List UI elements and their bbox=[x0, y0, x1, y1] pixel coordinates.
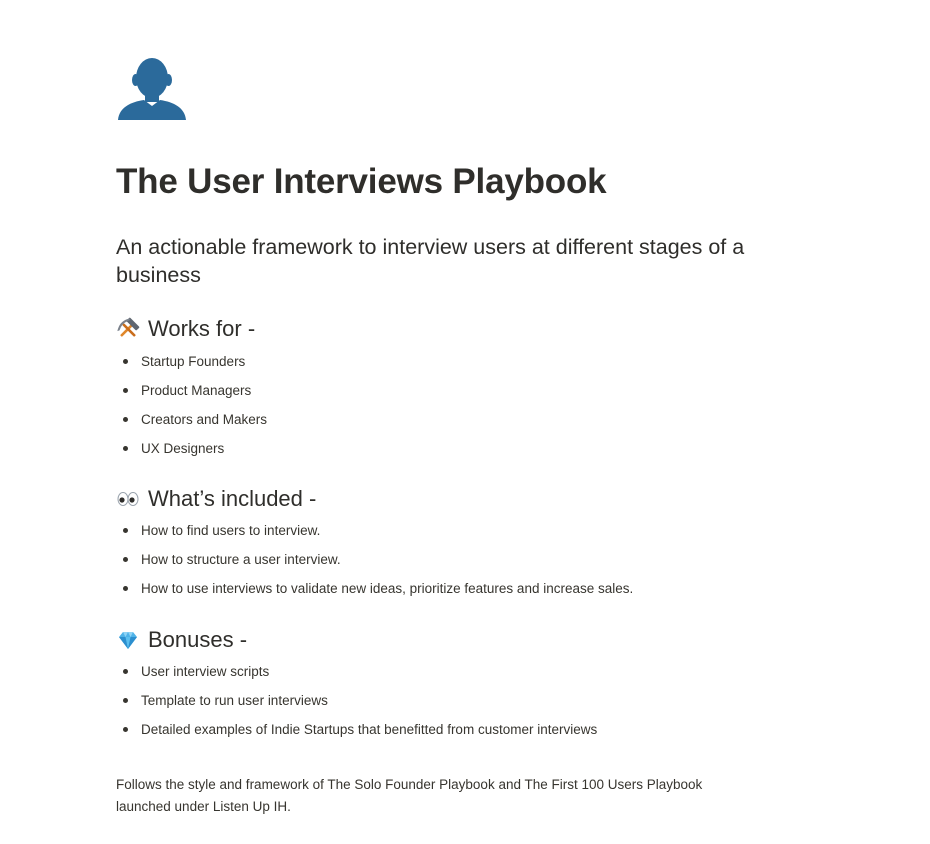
list-item-text: How to use interviews to validate new ideas, prioritize features and increase sales. bbox=[141, 581, 634, 596]
bullet-dot bbox=[123, 727, 128, 732]
bust-in-silhouette-icon[interactable] bbox=[116, 54, 188, 122]
list-item bbox=[116, 715, 597, 744]
list-item bbox=[116, 574, 633, 603]
section-heading-text: Bonuses - bbox=[148, 627, 248, 652]
eyes-icon bbox=[116, 487, 140, 511]
list-item-text: How to find users to interview. bbox=[141, 523, 321, 538]
bonuses-list bbox=[116, 657, 597, 744]
bullet-dot bbox=[123, 669, 128, 674]
section-heading-bonuses bbox=[116, 625, 247, 655]
bullet-dot bbox=[123, 698, 128, 703]
page-title: The User Interviews Playbook bbox=[116, 162, 607, 201]
list-item-text: Creators and Makers bbox=[141, 412, 268, 427]
section-heading-works-for bbox=[116, 314, 255, 344]
list-item-text: Template to run user interviews bbox=[141, 693, 328, 708]
section-heading-text: Works for - bbox=[148, 316, 256, 341]
list-item-text: Product Managers bbox=[141, 383, 252, 398]
list-item-text: How to structure a user interview. bbox=[141, 552, 341, 567]
list-item bbox=[116, 686, 597, 715]
bullet-dot bbox=[123, 359, 128, 364]
works-for-list bbox=[116, 347, 267, 463]
hammer-and-pick-icon bbox=[116, 317, 140, 341]
list-item-text: Startup Founders bbox=[141, 354, 246, 369]
bullet-dot bbox=[123, 586, 128, 591]
list-item bbox=[116, 434, 267, 463]
bullet-dot bbox=[123, 528, 128, 533]
bullet-dot bbox=[123, 417, 128, 422]
bullet-dot bbox=[123, 557, 128, 562]
bullet-dot bbox=[123, 446, 128, 451]
list-item bbox=[116, 545, 633, 574]
list-item bbox=[116, 376, 267, 405]
page-subtitle: An actionable framework to interview users at different stages of a business bbox=[116, 235, 745, 287]
section-heading-text: What’s included - bbox=[148, 486, 317, 511]
list-item bbox=[116, 516, 633, 545]
list-item-text: Detailed examples of Indie Startups that benefitted from customer interviews bbox=[141, 722, 598, 737]
bullet-dot bbox=[123, 388, 128, 393]
list-item-text: UX Designers bbox=[141, 441, 225, 456]
list-item bbox=[116, 405, 267, 434]
section-heading-whats-included bbox=[116, 484, 316, 514]
footer-note: Follows the style and framework of The Solo Founder Playbook and The First 100 Users Playbook launched under Listen Up IH. bbox=[116, 777, 703, 814]
list-item bbox=[116, 347, 267, 376]
list-item bbox=[116, 657, 597, 686]
whats-included-list bbox=[116, 516, 633, 603]
gem-icon bbox=[116, 628, 140, 652]
list-item-text: User interview scripts bbox=[141, 664, 270, 679]
